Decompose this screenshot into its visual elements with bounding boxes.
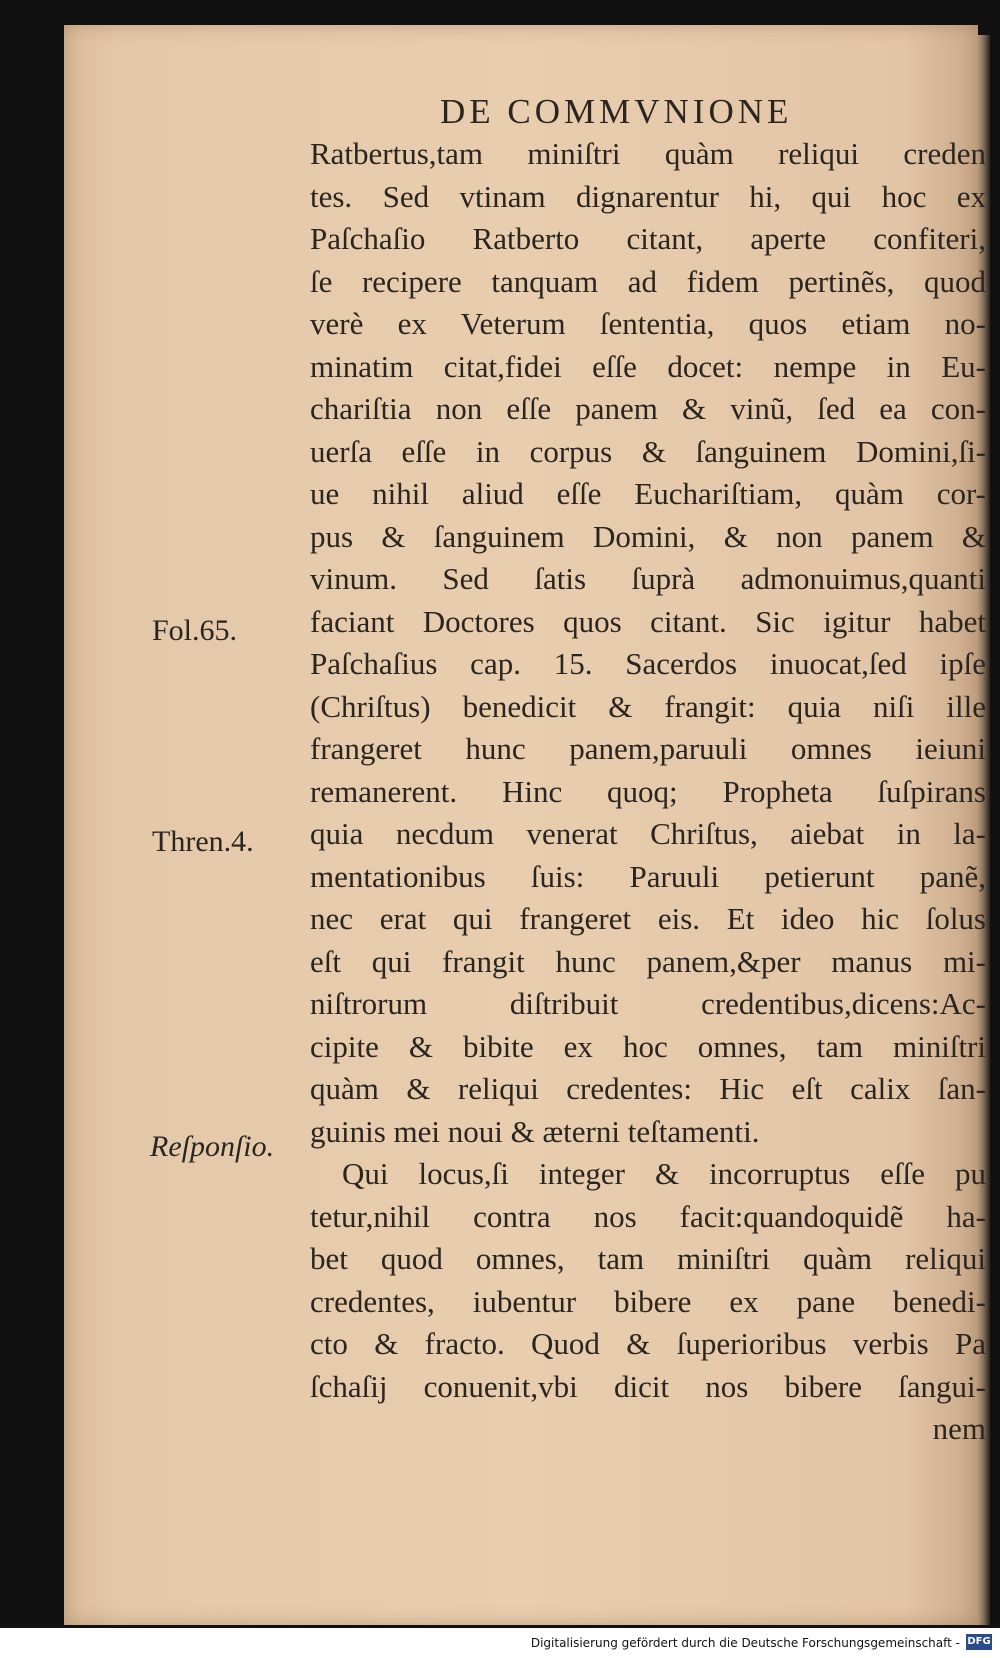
catchword: nem: [932, 1411, 986, 1446]
text-line: quàm & reliqui credentes: Hic eſt calix ſan-: [310, 1071, 986, 1106]
text-line: Paſchaſius cap. 15. Sacerdos inuocat,ſed ipſe: [310, 646, 986, 681]
text-line: verè ex Veterum ſententia, quos etiam no-: [310, 306, 986, 341]
text-line: quia necdum venerat Chriſtus, aiebat in la-: [310, 816, 986, 851]
text-line: eſt qui frangit hunc panem,&per manus mi-: [310, 943, 986, 979]
text-line: guinis mei noui & æterni teſtamenti.: [310, 1113, 760, 1149]
footer-bar: [0, 1628, 1000, 1658]
footer-credit: Digitalisierung gefördert durch die Deutsche Forschungsgemeinschaft -: [530, 1636, 960, 1650]
text-line: Paſchaſio Ratberto citant, aperte confiteri,: [310, 221, 986, 256]
margin-note-responsio: Reſponſio.: [150, 1130, 275, 1163]
text-line: bet quod omnes, tam miniſtri quàm reliqui: [310, 1241, 986, 1276]
text-line: faciant Doctores quos citant. Sic igitur habet: [310, 603, 986, 639]
text-line: uerſa eſſe in corpus & ſanguinem Domini,ſi-: [310, 433, 986, 469]
text-line: tetur,nihil contra nos facit:quandoquidẽ ha-: [310, 1198, 986, 1234]
text-line: tes. Sed vtinam dignarentur hi, qui hoc ex: [310, 178, 986, 214]
text-line: cto & fracto. Quod & ſuperioribus verbis Pa: [310, 1326, 986, 1361]
text-line: credentes, iubentur bibere ex pane benedi-: [310, 1283, 986, 1319]
text-line: frangeret hunc panem,paruuli omnes ieiuni: [310, 731, 986, 766]
text-line: ſchaſij conuenit,vbi dicit nos bibere ſangui-: [310, 1368, 986, 1404]
text-line: nec erat qui frangeret eis. Et ideo hic ſolus: [310, 901, 986, 936]
text-line: Ratbertus,tam miniſtri quàm reliqui creden: [310, 136, 986, 171]
body-text: [310, 133, 986, 1451]
text-line: ue nihil aliud eſſe Euchariſtiam, quàm cor-: [310, 476, 986, 511]
dfg-logo-icon: DFG: [966, 1634, 992, 1650]
text-line: (Chriſtus) benedicit & frangit: quia niſi ille: [310, 688, 986, 724]
text-line: Qui locus,ſi integer & incorruptus eſſe pu: [342, 1156, 986, 1191]
text-line: minatim citat,fidei eſſe docet: nempe in Eu-: [310, 348, 986, 384]
text-line: ſe recipere tanquam ad fidem pertinẽs, quod: [310, 263, 986, 299]
margin-note-thren: Thren.4.: [152, 825, 254, 858]
text-line: remanerent. Hinc quoq; Propheta ſuſpirans: [310, 773, 986, 809]
text-line: pus & ſanguinem Domini, & non panem &: [310, 518, 986, 554]
text-line: niſtrorum diſtribuit credentibus,dicens:Ac-: [310, 986, 986, 1021]
text-line: vinum. Sed ſatis ſuprà admonuimus,quanti: [310, 561, 986, 596]
text-line: cipite & bibite ex hoc omnes, tam miniſtri: [310, 1028, 986, 1064]
text-line: chariſtia non eſſe panem & vinũ, ſed ea con-: [310, 391, 986, 426]
margin-note-fol: Fol.65.: [152, 614, 238, 647]
running-header: DE COMMVNIONE: [440, 92, 793, 131]
text-line: mentationibus ſuis: Paruuli petierunt panẽ,: [310, 858, 986, 894]
